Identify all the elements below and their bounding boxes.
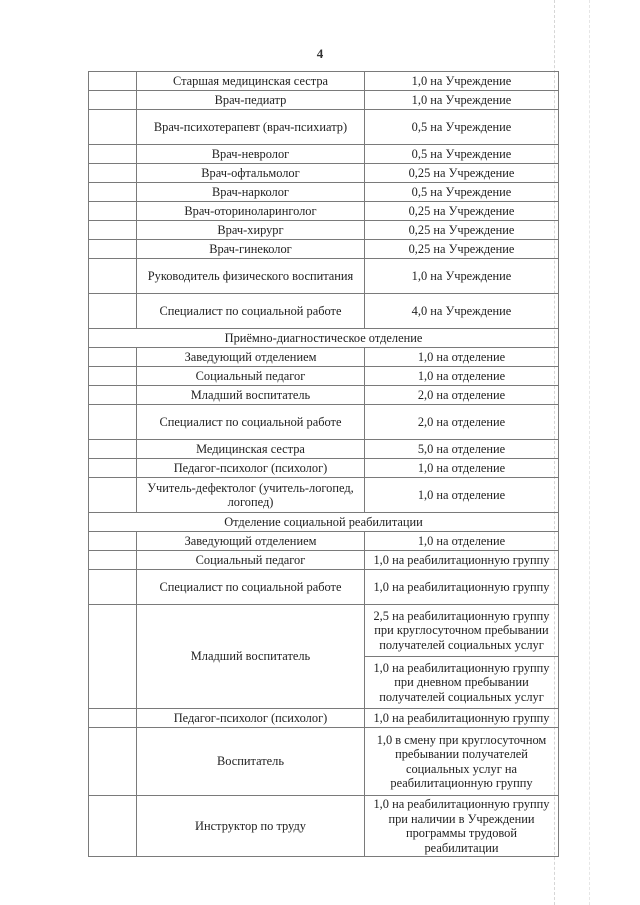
number-cell	[89, 259, 137, 294]
scan-fold-line	[589, 0, 590, 905]
section-title: Отделение социальной реабилитации	[89, 513, 559, 532]
quantity-cell: 1,0 на Учреждение	[365, 72, 559, 91]
table-row	[89, 259, 559, 294]
quantity-cell: 0,25 на Учреждение	[365, 240, 559, 259]
table-row	[89, 240, 559, 259]
table-row	[89, 110, 559, 145]
section-header-row	[89, 513, 559, 532]
position-cell: Руководитель физического воспитания	[137, 259, 365, 294]
table-row	[89, 145, 559, 164]
table-row	[89, 796, 559, 857]
quantity-cell: 1,0 на Учреждение	[365, 91, 559, 110]
quantity-cell: 0,25 на Учреждение	[365, 221, 559, 240]
table-row	[89, 459, 559, 478]
quantity-cell: 4,0 на Учреждение	[365, 294, 559, 329]
number-cell	[89, 145, 137, 164]
table-row	[89, 348, 559, 367]
position-cell: Учитель-дефектолог (учитель-логопед, логопед)	[137, 478, 365, 513]
position-cell: Врач-психотерапевт (врач-психиатр)	[137, 110, 365, 145]
table-row	[89, 709, 559, 728]
table-row	[89, 72, 559, 91]
quantity-cell: 1,0 на Учреждение	[365, 259, 559, 294]
quantity-cell: 1,0 на реабилитационную группу при дневном пребывании получателей социальных услуг	[365, 657, 559, 709]
position-cell: Врач-офтальмолог	[137, 164, 365, 183]
number-cell	[89, 110, 137, 145]
section-header-row	[89, 329, 559, 348]
number-cell	[89, 728, 137, 796]
number-cell	[89, 459, 137, 478]
table-row	[89, 221, 559, 240]
quantity-cell: 1,0 на реабилитационную группу	[365, 551, 559, 570]
quantity-cell: 0,5 на Учреждение	[365, 145, 559, 164]
page-number: 4	[316, 46, 324, 61]
number-cell	[89, 72, 137, 91]
table-row	[89, 570, 559, 605]
position-cell: Специалист по социальной работе	[137, 405, 365, 440]
table-row	[89, 294, 559, 329]
quantity-cell: 1,0 на реабилитационную группу	[365, 709, 559, 728]
position-cell: Врач-невролог	[137, 145, 365, 164]
position-cell: Специалист по социальной работе	[137, 570, 365, 605]
number-cell	[89, 386, 137, 405]
position-cell: Специалист по социальной работе	[137, 294, 365, 329]
quantity-cell: 0,25 на Учреждение	[365, 202, 559, 221]
position-cell: Старшая медицинская сестра	[137, 72, 365, 91]
table-row	[89, 605, 559, 657]
number-cell	[89, 294, 137, 329]
position-cell: Педагог-психолог (психолог)	[137, 709, 365, 728]
number-cell	[89, 405, 137, 440]
quantity-cell: 5,0 на отделение	[365, 440, 559, 459]
number-cell	[89, 709, 137, 728]
position-cell: Инструктор по труду	[137, 796, 365, 857]
position-cell: Педагог-психолог (психолог)	[137, 459, 365, 478]
table-row	[89, 202, 559, 221]
section-title: Приёмно-диагностическое отделение	[89, 329, 559, 348]
table-row	[89, 386, 559, 405]
position-cell: Врач-оториноларинголог	[137, 202, 365, 221]
quantity-cell: 1,0 на отделение	[365, 348, 559, 367]
number-cell	[89, 478, 137, 513]
table-row	[89, 367, 559, 386]
quantity-cell: 1,0 на реабилитационную группу	[365, 570, 559, 605]
number-cell	[89, 440, 137, 459]
quantity-cell: 0,25 на Учреждение	[365, 164, 559, 183]
position-cell: Медицинская сестра	[137, 440, 365, 459]
quantity-cell: 2,5 на реабилитационную группу при круглосуточном пребывании получателей социальных услуг	[365, 605, 559, 657]
quantity-cell: 1,0 на отделение	[365, 478, 559, 513]
table-row	[89, 91, 559, 110]
table-row	[89, 478, 559, 513]
table-row	[89, 440, 559, 459]
quantity-cell: 1,0 на реабилитационную группу при наличии в Учреждении программы трудовой реабилитации	[365, 796, 559, 857]
number-cell	[89, 348, 137, 367]
position-cell: Врач-педиатр	[137, 91, 365, 110]
quantity-cell: 1,0 в смену при круглосуточном пребывании получателей социальных услуг на реабилитационную группу	[365, 728, 559, 796]
number-cell	[89, 164, 137, 183]
quantity-cell: 0,5 на Учреждение	[365, 110, 559, 145]
position-cell: Младший воспитатель	[137, 386, 365, 405]
quantity-cell: 2,0 на отделение	[365, 386, 559, 405]
number-cell	[89, 91, 137, 110]
quantity-cell: 1,0 на отделение	[365, 367, 559, 386]
staffing-table	[88, 71, 559, 857]
number-cell	[89, 796, 137, 857]
table-row	[89, 405, 559, 440]
table-row	[89, 532, 559, 551]
position-cell: Заведующий отделением	[137, 348, 365, 367]
position-cell: Врач-хирург	[137, 221, 365, 240]
position-cell: Заведующий отделением	[137, 532, 365, 551]
number-cell	[89, 605, 137, 709]
number-cell	[89, 532, 137, 551]
quantity-cell: 1,0 на отделение	[365, 459, 559, 478]
position-cell: Младший воспитатель	[137, 605, 365, 709]
position-cell: Врач-нарколог	[137, 183, 365, 202]
number-cell	[89, 367, 137, 386]
number-cell	[89, 240, 137, 259]
table-row	[89, 183, 559, 202]
table-row	[89, 728, 559, 796]
quantity-cell: 0,5 на Учреждение	[365, 183, 559, 202]
table-row	[89, 164, 559, 183]
number-cell	[89, 221, 137, 240]
number-cell	[89, 570, 137, 605]
position-cell: Социальный педагог	[137, 367, 365, 386]
table-row	[89, 551, 559, 570]
position-cell: Социальный педагог	[137, 551, 365, 570]
position-cell: Воспитатель	[137, 728, 365, 796]
number-cell	[89, 183, 137, 202]
number-cell	[89, 202, 137, 221]
position-cell: Врач-гинеколог	[137, 240, 365, 259]
quantity-cell: 1,0 на отделение	[365, 532, 559, 551]
quantity-cell: 2,0 на отделение	[365, 405, 559, 440]
number-cell	[89, 551, 137, 570]
